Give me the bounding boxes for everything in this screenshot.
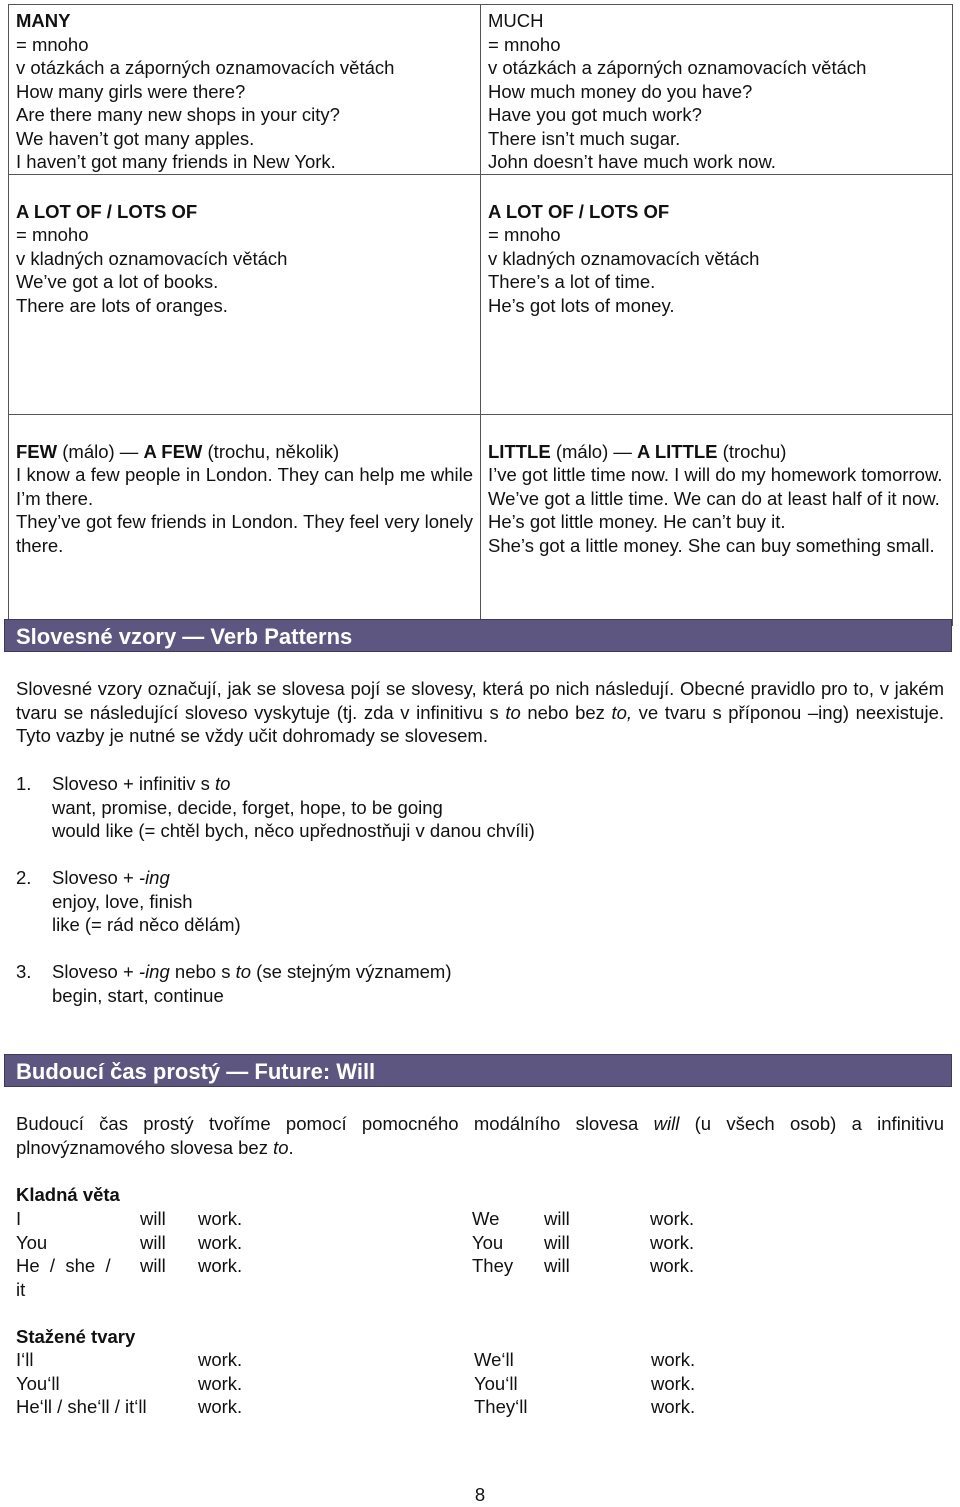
cell-line: = mnoho <box>488 33 561 55</box>
item-heading <box>52 960 452 984</box>
intro-text: nebo bez <box>520 701 612 723</box>
cell-few <box>9 414 481 625</box>
cell-paragraph: I’ve got little time now. I will do my homework tomorrow. <box>488 464 943 485</box>
heading-text: Sloveso + <box>52 867 139 888</box>
cell-line: = mnoho <box>488 224 561 245</box>
cell-many <box>9 5 481 175</box>
item-examples: would like (= chtěl bych, něco upřednostňuji v danou chvíli) <box>52 820 535 841</box>
cell-line: v otázkách a záporných oznamovacích větách <box>488 57 867 78</box>
intro-text: Slovesné vzory označují, jak se slovesa pojí se slovesy, která po nich následují. Obecné pravidlo pro to, v jakém tvaru se následující sloveso vyskytuje (tj. zda v infinitivu s <box>16 678 944 723</box>
item-examples: want, promise, decide, forget, hope, to be going <box>52 796 443 818</box>
positive-row <box>0 1254 960 1278</box>
verb: work. <box>198 1349 243 1370</box>
item-heading <box>52 866 170 890</box>
pronoun: You <box>16 1232 48 1253</box>
cell-title: A LOT OF / LOTS OF <box>16 200 198 222</box>
cell-title: MANY <box>16 10 71 31</box>
future-will-intro <box>16 1112 944 1159</box>
term: FEW <box>16 440 58 462</box>
gloss: (trochu) <box>717 440 787 462</box>
item-heading <box>52 772 230 796</box>
auxiliary: will <box>544 1232 570 1253</box>
cell-title: A LOT OF / LOTS OF <box>488 200 670 222</box>
verb: work. <box>198 1255 243 1276</box>
verb: work. <box>651 1373 696 1394</box>
intro-italic: to <box>505 701 521 723</box>
intro-text: . <box>288 1136 294 1158</box>
cell-line: How much money do you have? <box>488 80 753 102</box>
auxiliary: will <box>544 1208 570 1229</box>
cell-heading <box>488 440 945 464</box>
cell-paragraph: We’ve got a little time. We can do at least half of it now. <box>488 487 940 509</box>
cell-line: He’s got lots of money. <box>488 294 675 316</box>
verb: work. <box>198 1373 243 1394</box>
contraction: They‘ll <box>474 1396 528 1417</box>
term: A FEW <box>143 440 203 462</box>
contracted-forms-title: Stažené tvary <box>16 1326 136 1347</box>
positive-row <box>0 1231 960 1255</box>
contraction: He‘ll / she‘ll / it‘ll <box>16 1396 147 1417</box>
cell-line: Have you got much work? <box>488 104 702 125</box>
cell-line: v kladných oznamovacích větách <box>488 247 760 269</box>
page-number: 8 <box>474 1484 486 1505</box>
gloss: (málo) — <box>57 440 144 462</box>
item-examples: enjoy, love, finish <box>52 890 193 912</box>
cell-line: I haven’t got many friends in New York. <box>16 151 336 172</box>
cell-line: v kladných oznamovacích větách <box>16 247 288 269</box>
cell-a-lot-of-left <box>9 174 481 414</box>
contracted-row <box>0 1372 960 1396</box>
cell-heading <box>16 440 473 464</box>
auxiliary: will <box>544 1255 570 1276</box>
pronoun: We <box>472 1208 500 1229</box>
verb: work. <box>651 1396 696 1417</box>
heading-text: Sloveso + infinitiv s <box>52 773 215 794</box>
contraction: You‘ll <box>474 1373 518 1394</box>
contraction: We‘ll <box>474 1349 514 1370</box>
cell-line: We’ve got a lot of books. <box>16 271 219 292</box>
verb: work. <box>650 1255 695 1276</box>
intro-italic: to <box>273 1136 289 1158</box>
cell-line: There are lots of oranges. <box>16 294 228 316</box>
item-number: 3. <box>16 961 32 982</box>
contracted-row <box>0 1348 960 1372</box>
term: A LITTLE <box>637 440 718 462</box>
intro-italic: to, <box>611 701 633 723</box>
item-number: 2. <box>16 867 32 888</box>
auxiliary: will <box>140 1255 166 1276</box>
cell-line: v otázkách a záporných oznamovacích větách <box>16 57 395 78</box>
item-number: 1. <box>16 773 32 794</box>
gloss: (málo) — <box>550 440 638 462</box>
item-examples: begin, start, continue <box>52 984 224 1006</box>
heading-italic: -ing <box>138 867 170 888</box>
pronoun: They <box>472 1255 514 1276</box>
cell-much <box>481 5 953 175</box>
positive-sentence-title: Kladná věta <box>16 1184 120 1205</box>
auxiliary: will <box>140 1232 166 1253</box>
cell-line: There’s a lot of time. <box>488 271 656 292</box>
quantifiers-table <box>8 4 953 626</box>
verb: work. <box>198 1208 243 1229</box>
intro-text: ve tvaru s příponou –ing) neexistuje. Tyto vazby je nutné se vždy učit dohromady se slovesem. <box>16 701 945 746</box>
pronoun-continuation: it <box>16 1279 26 1300</box>
item-examples: like (= rád něco dělám) <box>52 914 241 935</box>
pronoun: I <box>16 1208 22 1229</box>
verb-patterns-intro <box>16 677 944 748</box>
verb: work. <box>650 1232 695 1253</box>
contracted-row <box>0 1395 960 1419</box>
cell-line: John doesn’t have much work now. <box>488 151 776 172</box>
heading-text: (se stejným významem) <box>251 961 452 982</box>
cell-paragraph: They’ve got few friends in London. They feel very lonely there. <box>16 511 473 556</box>
pronoun: You <box>472 1232 504 1253</box>
intro-italic: will <box>653 1113 680 1134</box>
term: LITTLE <box>488 440 551 462</box>
auxiliary: will <box>140 1208 166 1229</box>
cell-line: We haven’t got many apples. <box>16 127 255 149</box>
verb: work. <box>198 1232 243 1253</box>
cell-line: Are there many new shops in your city? <box>16 104 340 125</box>
cell-a-lot-of-right <box>481 174 953 414</box>
cell-paragraph: She’s got a little money. She can buy something small. <box>488 534 935 556</box>
heading-text: Sloveso + <box>52 961 139 982</box>
heading-italic: to <box>214 773 231 794</box>
cell-line: How many girls were there? <box>16 80 246 102</box>
contraction: You‘ll <box>16 1373 60 1394</box>
section-header-future-will: Budoucí čas prostý — Future: Will <box>4 1054 952 1087</box>
contraction: I‘ll <box>16 1349 34 1370</box>
heading-italic: to <box>235 961 252 982</box>
cell-title: MUCH <box>488 10 544 31</box>
cell-little <box>481 414 953 625</box>
cell-paragraph: He’s got little money. He can’t buy it. <box>488 511 786 532</box>
heading-italic: -ing <box>138 961 170 982</box>
cell-line: = mnoho <box>16 33 89 55</box>
intro-text: Budoucí čas prostý tvoříme pomocí pomocného modálního slovesa <box>16 1113 654 1134</box>
cell-line: There isn’t much sugar. <box>488 127 681 149</box>
section-header-verb-patterns: Slovesné vzory — Verb Patterns <box>4 619 952 652</box>
pronoun: He / she / <box>16 1255 111 1276</box>
gloss: (trochu, několik) <box>202 440 340 462</box>
verb: work. <box>651 1349 696 1370</box>
cell-line: = mnoho <box>16 224 89 245</box>
positive-row <box>0 1207 960 1231</box>
verb: work. <box>650 1208 695 1229</box>
intro-text: (u všech osob) a infinitivu plnovýznamového slovesa bez <box>16 1113 944 1158</box>
verb: work. <box>198 1396 243 1417</box>
heading-text: nebo s <box>169 961 236 982</box>
cell-paragraph: I know a few people in London. They can help me while I’m there. <box>16 464 473 509</box>
